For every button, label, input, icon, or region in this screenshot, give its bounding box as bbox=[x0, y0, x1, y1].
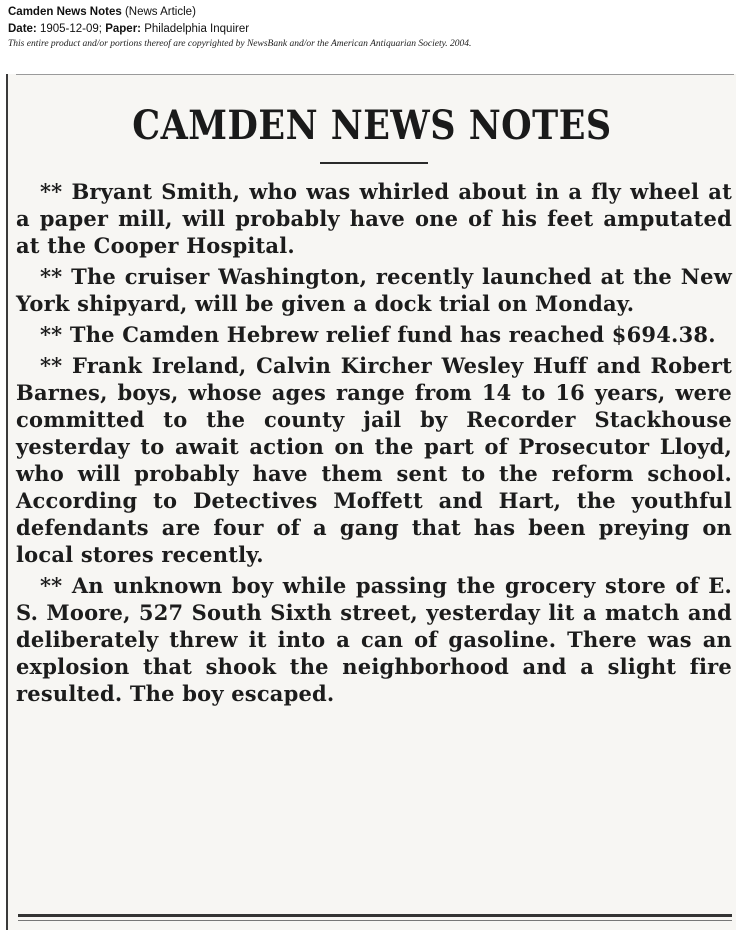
paragraph-5: ** An unknown boy while passing the grocery store of E. S. Moore, 527 South Sixth street, yesterday lit a match and deliberately threw it into a can of gasoline. There was an explosion that shook the neighborhood and a slight fire resulted. The boy escaped. bbox=[16, 573, 732, 706]
date-label: Date: bbox=[8, 23, 37, 35]
article-title: Camden News Notes bbox=[8, 6, 122, 18]
article-meta-line bbox=[8, 21, 732, 38]
article-type: (News Article) bbox=[124, 6, 196, 18]
headline-rule bbox=[320, 162, 428, 164]
paragraph-1: ** Bryant Smith, who was whirled about in a fly wheel at a paper mill, will probably have one of his feet amputated at the Cooper Hospital. bbox=[16, 179, 732, 258]
paragraph-3: ** The Camden Hebrew relief fund has reached $694.38. bbox=[40, 322, 716, 347]
document-header bbox=[8, 3, 732, 51]
article-body bbox=[16, 178, 732, 711]
clipping-top-edge bbox=[16, 74, 734, 75]
newspaper-clipping bbox=[6, 74, 736, 930]
article-title-line bbox=[8, 3, 732, 21]
paper-label: Paper: bbox=[105, 23, 141, 35]
headline: CAMDEN NEWS NOTES bbox=[132, 102, 612, 150]
bottom-rule-thin bbox=[18, 920, 732, 921]
paper-name: Philadelphia Inquirer bbox=[144, 23, 250, 35]
paragraph-2: ** The cruiser Washington, recently launched at the New York shipyard, will be given a dock trial on Monday. bbox=[16, 264, 732, 316]
bottom-rule bbox=[18, 914, 732, 917]
copyright-notice: This entire product and/or portions thereof are copyrighted by NewsBank and/or the American Antiquarian Society. 2004. bbox=[8, 39, 472, 49]
article-date: 1905-12-09; bbox=[39, 23, 102, 35]
paragraph-4: ** Frank Ireland, Calvin Kircher Wesley Huff and Robert Barnes, boys, whose ages range from 14 to 16 years, were committed to the county jail by Recorder Stackhouse yesterday to await action on the part of Prosecutor Lloyd, who will probably have them sent to the reform school. According to Detectives Moffett and Hart, the youthful defendants are four of a gang that has been preying on local stores recently. bbox=[16, 353, 732, 567]
